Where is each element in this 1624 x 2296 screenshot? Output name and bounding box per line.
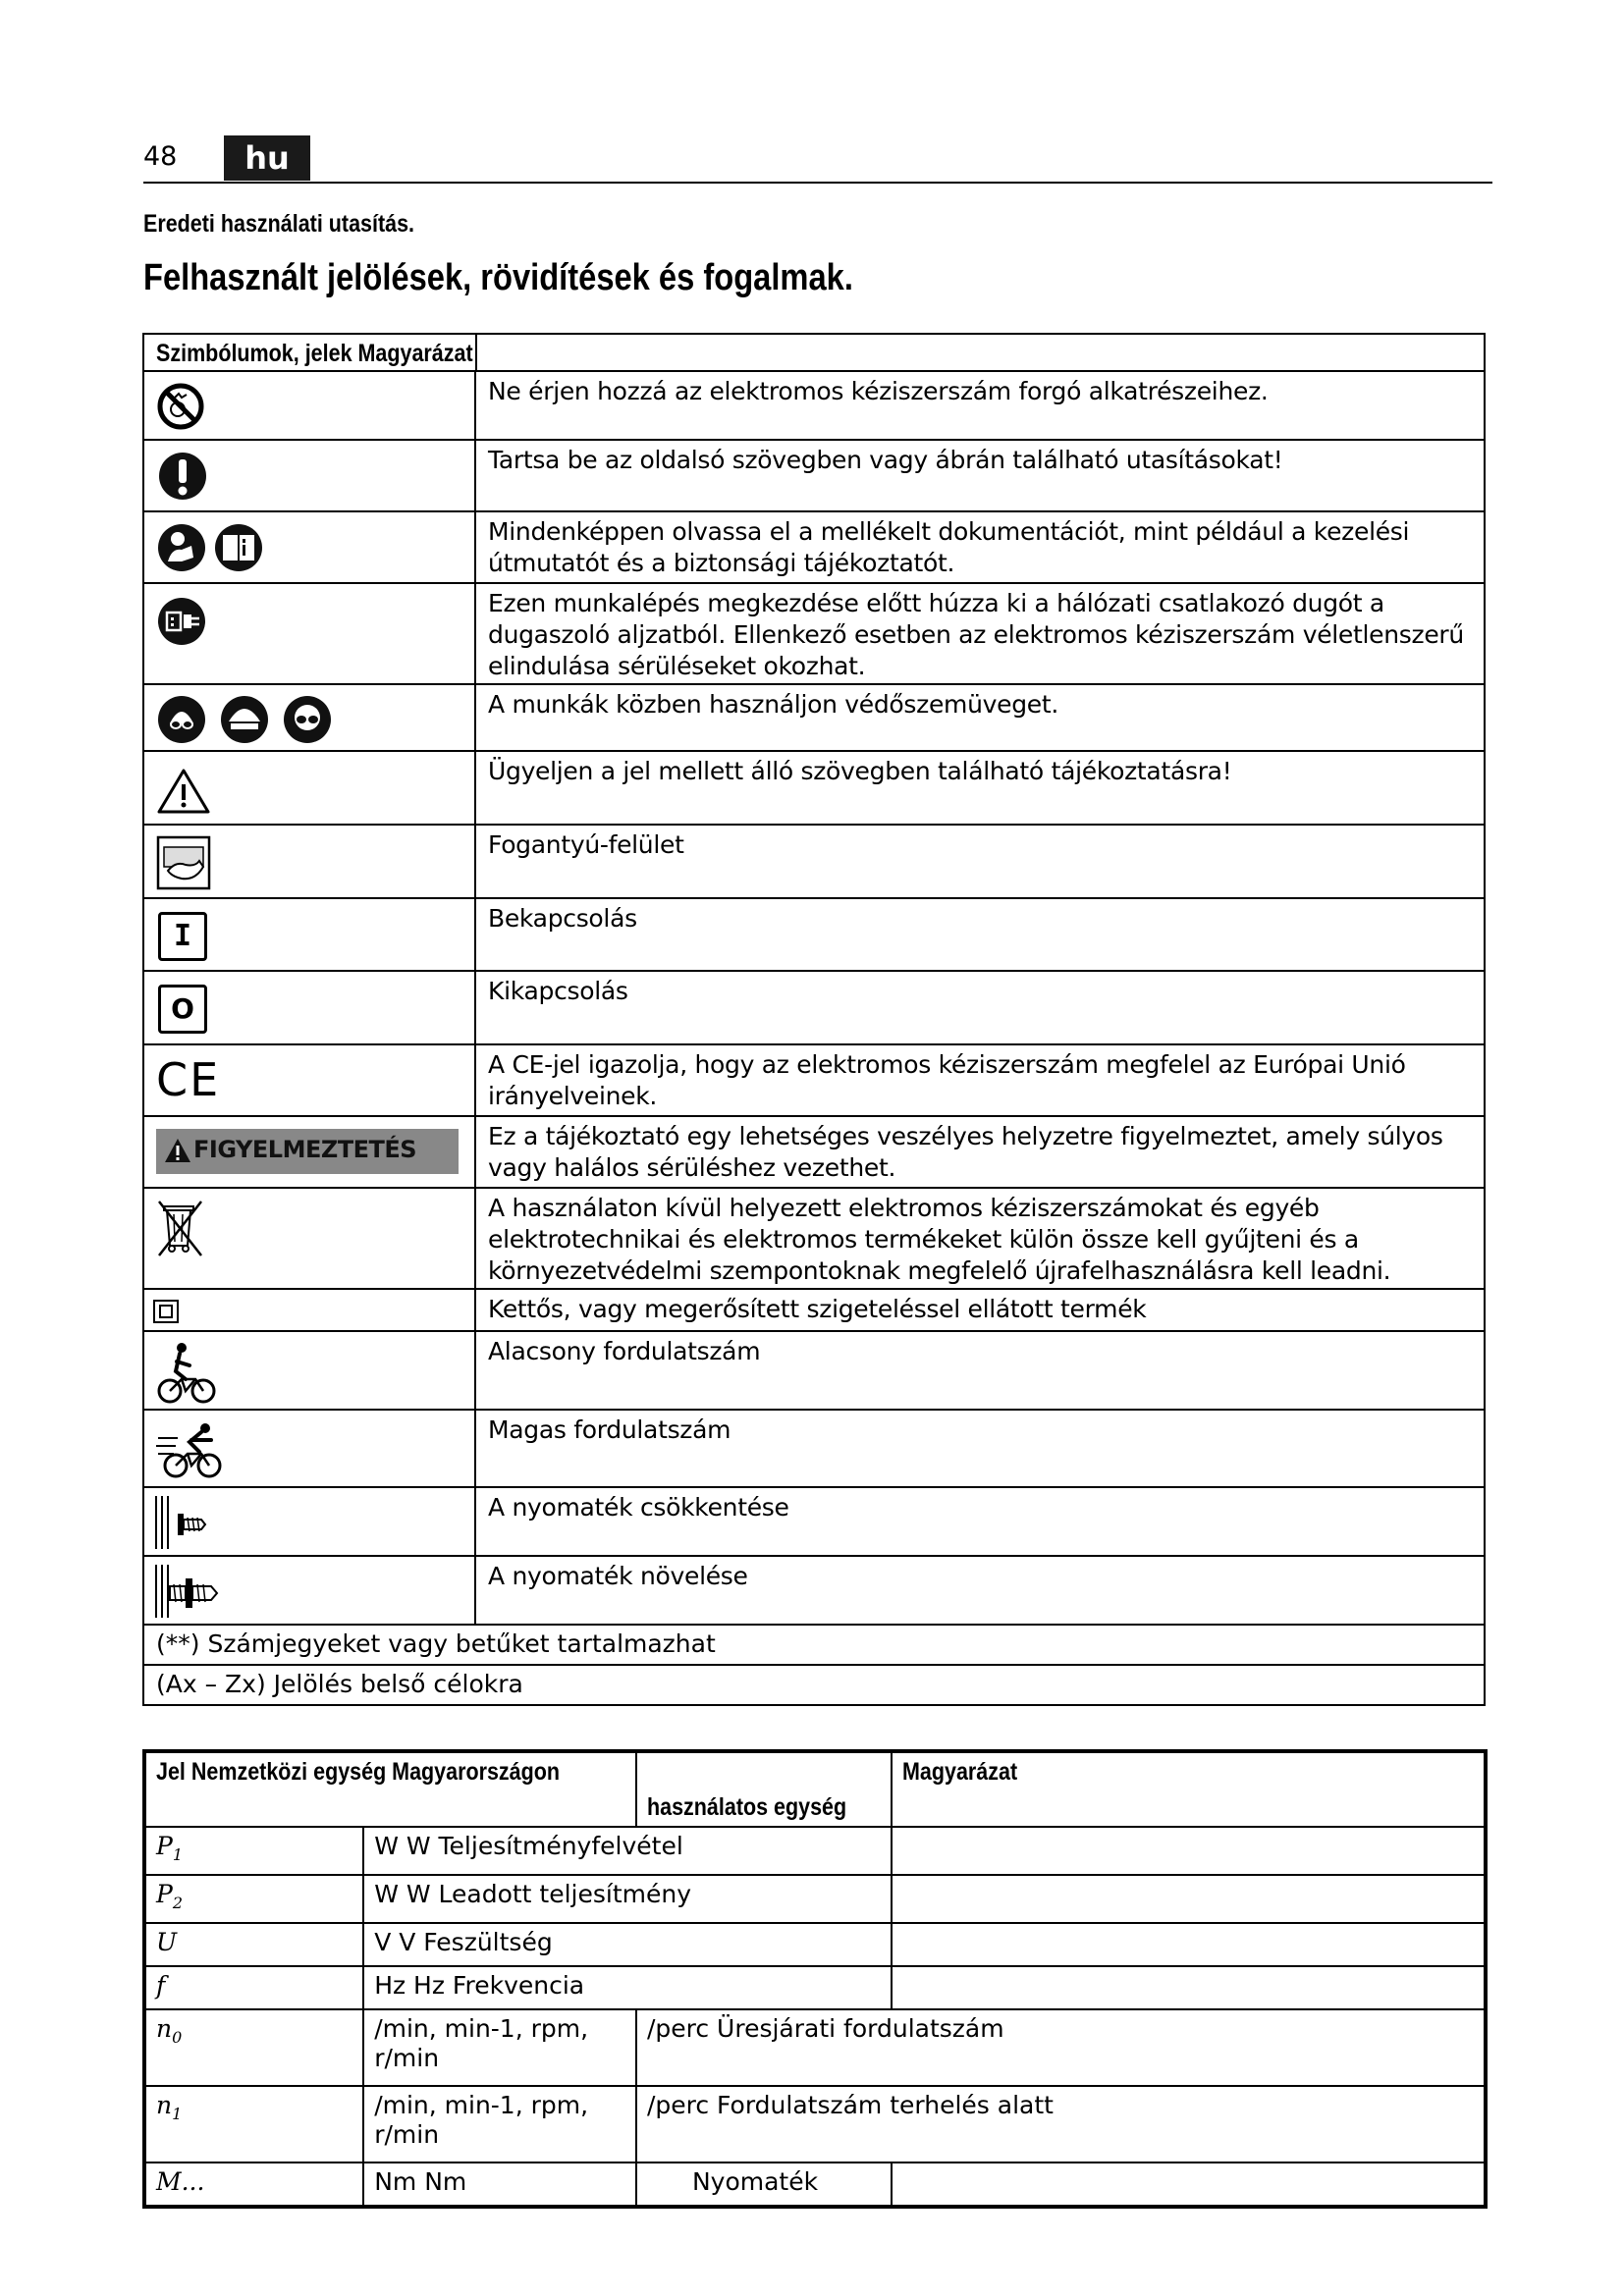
symbol-row [142, 372, 1486, 441]
unit-symbol: U [145, 1923, 363, 1966]
unit-intl: Hz Hz Frekvencia [363, 1966, 892, 2009]
unit-intl: /min, min-1, rpm, r/min [363, 2009, 636, 2086]
language-badge: hu [224, 135, 310, 181]
symbol-row [142, 584, 1486, 685]
torque-increase-icon [152, 1563, 227, 1620]
symbol-row [142, 1117, 1486, 1189]
symbol-row [142, 1411, 1486, 1488]
symbol-row [142, 1557, 1486, 1626]
low-speed-bicycle-icon [156, 1340, 219, 1405]
unit-intl: Nm Nm [363, 2163, 636, 2206]
symbol-description: Mindenképpen olvassa el a mellékelt dokumentációt, mint például a kezelési útmutatót és a biztonsági tájékoztatót. [488, 517, 1410, 577]
symbol-description: A használaton kívül helyezett elektromos kéziszerszámokat és egyéb elektrotechnikai és elektromos termékeket külön össze kell gyűjteni és a környezetvédelmi szempontoknak megfelelő újrafelhasználásra kell leadni. [488, 1194, 1391, 1285]
symbol-description: Magas fordulatszám [488, 1415, 731, 1444]
section-title: Felhasznált jelölések, rövidítések és fogalmak. [143, 257, 853, 298]
unplug-icon [156, 596, 207, 647]
symbol-row [142, 1189, 1486, 1290]
table-row [145, 2163, 1485, 2206]
ce-mark-icon: CE [156, 1053, 221, 1106]
symbols-table [142, 333, 1486, 1706]
units-header-symbol: Jel Nemzetközi egység Magyarországon [145, 1752, 636, 1827]
units-table [142, 1749, 1488, 2209]
symbol-description: A CE-jel igazolja, hogy az elektromos kéziszerszám megfelel az Európai Unió irányelveinek. [488, 1050, 1406, 1110]
page-number: 48 [143, 141, 178, 172]
warning-label-text: FIGYELMEZTETÉS [193, 1136, 417, 1163]
units-table-header [145, 1752, 1485, 1827]
symbol-row [142, 512, 1486, 584]
footnote-row [142, 1666, 1486, 1706]
table-row [145, 1966, 1485, 2009]
symbol-row [142, 685, 1486, 752]
unit-description [892, 2163, 1485, 2206]
symbol-description: Tartsa be az oldalsó szövegben vagy ábrán található utasításokat! [488, 446, 1283, 474]
unit-symbol: $P_1$ [145, 1827, 363, 1875]
unit-intl: W W Leadott teljesítmény [363, 1875, 892, 1923]
read-manual-icon [156, 522, 274, 573]
symbol-description: A nyomaték csökkentése [488, 1493, 789, 1522]
symbol-row [142, 1488, 1486, 1557]
switch-off-icon: O [158, 985, 207, 1034]
table-row [145, 2009, 1485, 2086]
unit-local: Nyomaték [636, 2163, 892, 2206]
symbols-header-text: Szimbólumok, jelek Magyarázat [156, 340, 473, 367]
protective-equipment-icon [156, 694, 333, 745]
high-speed-bicycle-icon [156, 1418, 227, 1481]
unit-intl: /min, min-1, rpm, r/min [363, 2086, 636, 2163]
unit-symbol: $P_2$ [145, 1875, 363, 1923]
symbol-description: A nyomaték növelése [488, 1562, 748, 1590]
symbol-description: Alacsony fordulatszám [488, 1337, 761, 1365]
unit-local: /perc Üresjárati fordulatszám [636, 2009, 1485, 2086]
symbol-description: A munkák közben használjon védőszemüveget. [488, 690, 1059, 719]
unit-symbol: f [145, 1966, 363, 2009]
unit-description [892, 1875, 1485, 1923]
torque-decrease-icon [152, 1494, 221, 1551]
document-subtitle: Eredeti használati utasítás. [143, 210, 415, 238]
double-insulation-icon [152, 1299, 180, 1324]
unit-symbol: $n_1$ [145, 2086, 363, 2163]
footnote-text: (**) Számjegyeket vagy betűket tartalmazhat [156, 1629, 716, 1658]
footnote-text: (Ax – Zx) Jelölés belső célokra [156, 1670, 523, 1698]
warning-label-triangle-icon [164, 1138, 191, 1163]
header-rule [143, 182, 1492, 184]
table-row [145, 1875, 1485, 1923]
symbol-description: Ügyeljen a jel mellett álló szövegben található tájékoztatásra! [488, 757, 1232, 785]
symbol-row [142, 899, 1486, 972]
footnote-row [142, 1626, 1486, 1666]
warning-triangle-icon [156, 768, 211, 815]
unit-symbol: $n_0$ [145, 2009, 363, 2086]
symbol-row [142, 1332, 1486, 1411]
unit-intl: V V Feszültség [363, 1923, 892, 1966]
symbol-row [142, 826, 1486, 899]
units-header-local: használatos egység [636, 1752, 892, 1827]
unit-symbol: M... [145, 2163, 363, 2206]
unit-local: /perc Fordulatszám terhelés alatt [636, 2086, 1485, 2163]
symbol-description: Bekapcsolás [488, 904, 637, 933]
symbol-description: Kikapcsolás [488, 977, 628, 1005]
warning-label-icon [156, 1129, 459, 1174]
unit-description [892, 1966, 1485, 2009]
symbol-description: Ezen munkalépés megkezdése előtt húzza ki a hálózati csatlakozó dugót a dugaszoló aljzatból. Ellenkező esetben az elektromos kéziszerszám véletlenszerű elindulása sérüléseket okozhat. [488, 589, 1464, 680]
symbol-description: Ne érjen hozzá az elektromos kéziszerszám forgó alkatrészeihez. [488, 377, 1269, 405]
unit-description [892, 1827, 1485, 1875]
symbol-description: Fogantyú-felület [488, 830, 684, 859]
unit-intl: W W Teljesítményfelvétel [363, 1827, 892, 1875]
symbols-table-header [142, 333, 1486, 372]
symbol-row [142, 1290, 1486, 1332]
exclamation-icon [158, 451, 207, 502]
symbol-row [142, 972, 1486, 1045]
switch-on-icon: I [158, 912, 207, 961]
symbol-row [142, 441, 1486, 512]
symbol-row [142, 1045, 1486, 1117]
symbol-description: Ez a tájékoztató egy lehetséges veszélyes helyzetre figyelmeztet, amely súlyos vagy halálos sérüléshez vezethet. [488, 1122, 1443, 1182]
no-touch-rotating-parts-icon [156, 382, 205, 431]
table-row [145, 1827, 1485, 1875]
wee-disposal-icon [156, 1199, 207, 1261]
symbol-row [142, 752, 1486, 826]
unit-description [892, 1923, 1485, 1966]
table-row [145, 1923, 1485, 1966]
table-row [145, 2086, 1485, 2163]
grip-surface-icon [156, 835, 211, 890]
symbol-description: Kettős, vagy megerősített szigeteléssel ellátott termék [488, 1295, 1147, 1323]
units-header-description: Magyarázat [892, 1752, 1485, 1827]
